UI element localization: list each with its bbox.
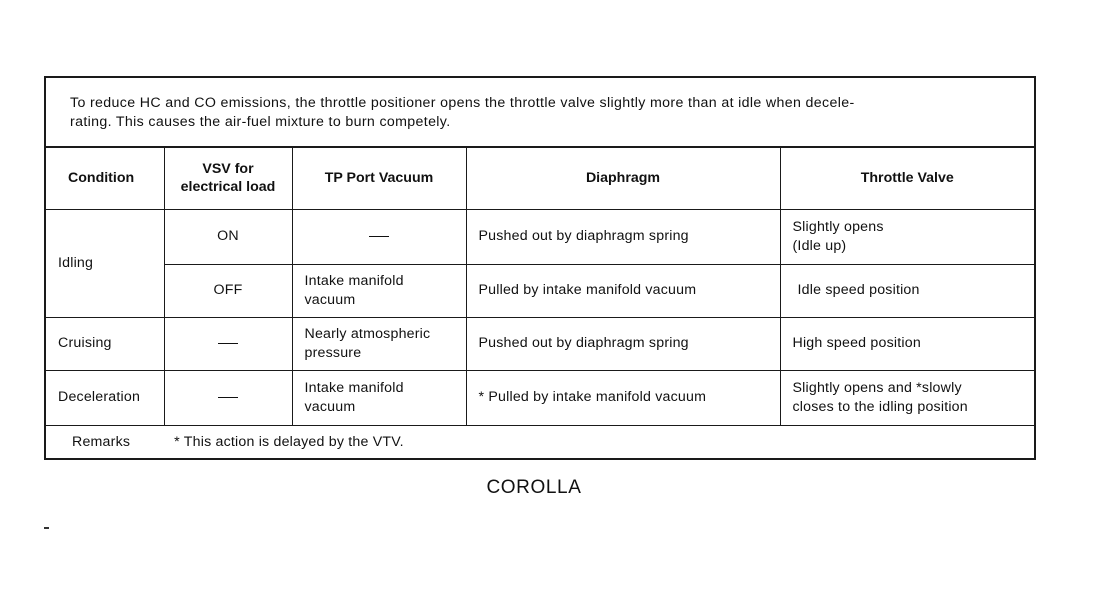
cell-vsv-on: ON bbox=[164, 209, 292, 264]
model-caption: COROLLA bbox=[486, 477, 582, 498]
cell-tp-cruising bbox=[292, 317, 466, 370]
operation-table bbox=[46, 147, 1034, 459]
tp-off-line1: Intake manifold bbox=[304, 272, 404, 289]
dash-mark bbox=[218, 397, 238, 398]
throttle-on-line1: Slightly opens bbox=[792, 218, 884, 235]
throttle-on-line2: (Idle up) bbox=[792, 237, 847, 254]
intro-line-1: To reduce HC and CO emissions, the throttle positioner opens the throttle valve slightly more than at idle when decele- bbox=[70, 95, 855, 111]
cell-condition-cruising: Cruising bbox=[46, 317, 164, 370]
cell-diaphragm-on: Pushed out by diaphragm spring bbox=[466, 209, 780, 264]
table-row-idling-on bbox=[46, 209, 1034, 264]
cell-vsv-dash bbox=[164, 370, 292, 425]
header-diaphragm: Diaphragm bbox=[466, 147, 780, 209]
cell-throttle-off: Idle speed position bbox=[780, 264, 1034, 317]
table-row-cruising bbox=[46, 317, 1034, 370]
cell-throttle-deceleration bbox=[780, 370, 1034, 425]
throttle-decel-line1: Slightly opens and *slowly bbox=[792, 379, 962, 396]
header-row bbox=[46, 147, 1034, 209]
scan-speck bbox=[44, 527, 49, 529]
tp-cruising-line2: pressure bbox=[304, 344, 362, 361]
cell-tp-deceleration bbox=[292, 370, 466, 425]
tp-off-line2: vacuum bbox=[304, 291, 356, 308]
header-vsv bbox=[164, 147, 292, 209]
cell-tp-off bbox=[292, 264, 466, 317]
cell-diaphragm-off: Pulled by intake manifold vacuum bbox=[466, 264, 780, 317]
cell-tp-dash bbox=[292, 209, 466, 264]
header-throttle-valve: Throttle Valve bbox=[780, 147, 1034, 209]
cell-condition-idling: Idling bbox=[46, 209, 164, 317]
throttle-positioner-table bbox=[44, 76, 1036, 460]
cell-diaphragm-cruising: Pushed out by diaphragm spring bbox=[466, 317, 780, 370]
cell-vsv-dash bbox=[164, 317, 292, 370]
tp-decel-line2: vacuum bbox=[304, 398, 356, 415]
cell-diaphragm-deceleration: * Pulled by intake manifold vacuum bbox=[466, 370, 780, 425]
header-tp-port: TP Port Vacuum bbox=[292, 147, 466, 209]
cell-throttle-on bbox=[780, 209, 1034, 264]
header-vsv-line2: electrical load bbox=[180, 178, 276, 195]
remarks-text: * This action is delayed by the VTV. bbox=[174, 433, 404, 450]
cell-vsv-off: OFF bbox=[164, 264, 292, 317]
throttle-decel-line2: closes to the idling position bbox=[792, 398, 968, 415]
table-row-deceleration bbox=[46, 370, 1034, 425]
cell-remarks bbox=[46, 425, 1034, 459]
intro-text bbox=[46, 78, 1034, 148]
table-row-remarks bbox=[46, 425, 1034, 459]
intro-line-2: rating. This causes the air-fuel mixture to burn competely. bbox=[70, 114, 451, 130]
cell-throttle-cruising: High speed position bbox=[780, 317, 1034, 370]
dash-mark bbox=[218, 343, 238, 344]
table-row-idling-off bbox=[46, 264, 1034, 317]
cell-condition-deceleration: Deceleration bbox=[46, 370, 164, 425]
header-condition: Condition bbox=[46, 147, 164, 209]
header-vsv-line1: VSV for bbox=[202, 160, 254, 177]
remarks-label: Remarks bbox=[72, 433, 131, 450]
tp-decel-line1: Intake manifold bbox=[304, 379, 404, 396]
dash-mark bbox=[369, 236, 389, 237]
tp-cruising-line1: Nearly atmospheric bbox=[304, 325, 431, 342]
